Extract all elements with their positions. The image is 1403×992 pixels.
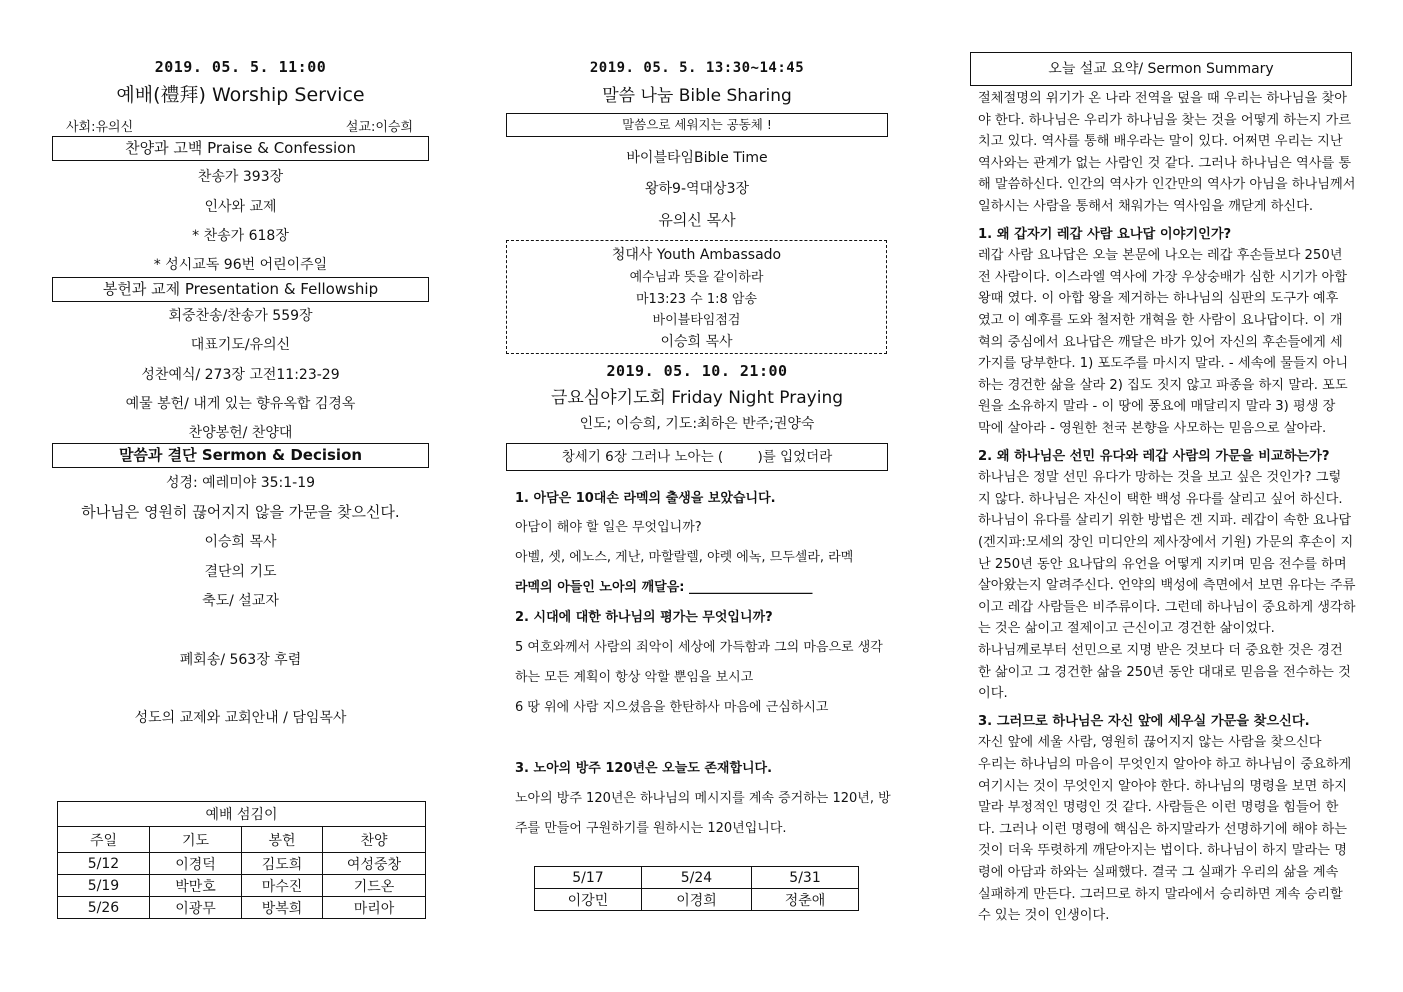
table-cell: 마수진 (242, 875, 323, 897)
summary-text-line: 것이 더욱 뚜렷하게 깨닫아지는 법이다. 하나님이 하지 말라는 명 (978, 843, 1347, 859)
summary-text-line: 자신 앞에 세울 사람, 영원히 끊어지지 않는 사람을 찾으신다 (978, 735, 1322, 751)
summary-title: 오늘 설교 요약/ Sermon Summary (1048, 61, 1274, 77)
table-cell: 정춘애 (752, 889, 859, 911)
worship-item: 이승희 목사 (204, 534, 277, 550)
question-text: 5 여호와께서 사람의 죄악이 세상에 가득함과 그의 마음으로 생각 (515, 640, 883, 655)
summary-text-line: 막에 살아라 - 영원한 천국 본향을 사모하는 믿음으로 살아라. (978, 421, 1327, 436)
summary-text-line: 원을 소유하지 말라 - 이 땅에 풍요에 매달리지 말라 3) 평생 장 (978, 399, 1336, 415)
summary-title-box (970, 52, 1352, 86)
summary-heading: 2. 왜 하나님은 선민 유다와 레갑 사람의 가문을 비교하는가? (978, 448, 1330, 464)
table-cell: 5/12 (58, 853, 150, 875)
column-header: 찬양 (322, 827, 425, 853)
summary-text-line: 혁의 중심에서 요나답은 깨달은 바가 있어 자신의 후손들에게 세 (978, 334, 1343, 350)
section-praise-confession (52, 136, 429, 161)
question-heading: 3. 노아의 방주 120년은 오늘도 존재합니다. (515, 761, 773, 776)
youth-title: 청대사 Youth Ambassado (611, 247, 782, 263)
table-cell: 5/19 (58, 875, 150, 897)
summary-text-line: 일하시는 사람을 통해서 채워가는 역사임을 깨닫게 하신다. (978, 199, 1314, 214)
summary-text-line: 하나님께로부터 선민으로 지명 받은 것보다 더 중요한 것은 경건 (978, 643, 1343, 658)
summary-text-line: 가지를 당부한다. 1) 포도주를 마시지 말라. - 세속에 물들지 아니 (978, 356, 1349, 372)
summary-text-line: 하는 경건한 삶을 살라 2) 집도 짓지 않고 파종을 하지 말라. 포도 (978, 377, 1348, 393)
friday-title: 금요심야기도회 Friday Night Praying (550, 388, 844, 408)
column-header: 기도 (150, 827, 242, 853)
worship-preacher: 설교:이승희 (345, 120, 413, 135)
youth-line: 바이블타임점검 (652, 313, 741, 328)
summary-text-line: 치고 있다. 역사를 통해 배우라는 말이 있다. 어쩌면 우리는 지난 (978, 134, 1343, 150)
question-heading: 1. 아담은 10대손 라멕의 출생을 보았습니다. (515, 491, 776, 506)
worship-item: 회중찬송/찬송가 559장 (168, 308, 313, 324)
summary-text-line: 전 사람이다. 이스라엘 역사에 가장 우상숭배가 심한 시기가 아합 (978, 269, 1347, 285)
section-praise-label: 찬양과 고백 Praise & Confession (125, 139, 356, 157)
question-text: 아담이 해야 할 일은 무엇입니까? (515, 520, 702, 535)
genesis-question: 창세기 6장 그러나 노아는 ( )를 입었더라 (561, 449, 833, 465)
summary-text-line: 지 않다. 하나님은 자신이 택한 백성 유다를 살리고 싶어 하신다. (978, 491, 1343, 507)
youth-line: 마13:23 수 1:8 암송 (635, 292, 757, 307)
announcements: 성도의 교제와 교회안내 / 담임목사 (134, 710, 347, 726)
summary-text-line: 하나님은 정말 선민 유다가 망하는 것을 보고 싶은 것인가? 그렇 (978, 470, 1342, 486)
motto-box (506, 113, 888, 137)
sharing-date: 2019. 05. 5. 13:30~14:45 (589, 60, 805, 76)
table-cell: 방복희 (242, 897, 323, 919)
sermon-title: 하나님은 영원히 끊어지지 않을 가문을 찾으신다. (81, 503, 400, 521)
worship-item: 결단의 기도 (204, 564, 277, 580)
summary-text-line: 여기시는 것이 무엇인지 알아야 한다. 하나님의 명령을 보면 하지 (978, 778, 1347, 794)
worship-item: 성찬예식/ 273장 고전11:23-29 (141, 367, 340, 383)
question-text: 아벨, 셋, 에노스, 게난, 마할랄렐, 야렛 에녹, 므두셀라, 라멕 (515, 550, 854, 565)
summary-text-line: 우리는 하나님의 마음이 무엇인지 알아야 하고 하나님이 중요하게 (978, 757, 1352, 772)
summary-text-line: 였고 이 예후를 도와 철저한 개혁을 한 사람이 요나답이다. 이 개 (978, 313, 1343, 328)
table-cell: 이광무 (150, 897, 242, 919)
question-heading: 2. 시대에 대한 하나님의 평가는 무엇입니까? (515, 610, 773, 625)
question-text: 라멕의 아들인 노아의 깨달음: ___________________ (515, 580, 813, 595)
section-sermon-decision (52, 443, 429, 468)
motto-text: 말씀으로 세워지는 공동체 ! (622, 117, 772, 132)
summary-text-line: 한 삶이고 그 경건한 삶을 250년 동안 대대로 믿음을 전수하는 것 (978, 664, 1351, 680)
summary-text-line: 야 한다. 하나님은 우리가 하나님을 찾는 것을 어떻게 하는지 가르 (978, 112, 1352, 128)
summary-text-line: 난 250년 동안 요나답의 유언을 어떻게 지키며 믿음 전수를 하며 (978, 556, 1347, 572)
summary-text-line: 실패하게 만든다. 그러므로 하지 말라에서 승리하면 계속 승리할 (978, 886, 1343, 902)
worship-item: * 찬송가 618장 (192, 228, 289, 244)
summary-text-line: 해 말씀하신다. 인간의 역사가 인간만의 역사가 아님을 하나님께서 (978, 177, 1356, 193)
section-sermon-label: 말씀과 결단 Sermon & Decision (118, 446, 363, 464)
table-cell: 박만호 (150, 875, 242, 897)
sharing-item: 왕하9-역대상3장 (644, 181, 749, 197)
worship-item: 인사와 교제 (204, 199, 277, 215)
summary-text-line: 왕때 였다. 이 아합 왕을 제거하는 하나님의 심판의 도구가 예후 (978, 291, 1339, 307)
closing-hymn: 폐회송/ 563장 후렴 (179, 652, 302, 668)
table-cell: 김도희 (242, 853, 323, 875)
youth-line: 예수님과 뜻을 같이하라 (629, 270, 764, 285)
summary-text-line: 살아왔는지 알려주신다. 언약의 백성에 측면에서 보면 유다는 주류 (978, 578, 1356, 594)
scripture-reference: 성경: 예레미야 35:1-19 (165, 475, 316, 491)
summary-text-line: (겐지파:모세의 장인 미디안의 제사장에서 기원) 가문의 후손이 지 (978, 535, 1354, 550)
table-header-row (58, 827, 426, 853)
friday-date: 2019. 05. 10. 21:00 (606, 362, 788, 380)
summary-text-line: 절체절명의 위기가 온 나라 전역을 덮을 때 우리는 하나님을 찾아 (978, 91, 1347, 106)
genesis-question-box (506, 443, 888, 471)
column-header: 주일 (58, 827, 150, 853)
table-cell: 여성중창 (322, 853, 425, 875)
question-text: 6 땅 위에 사람 지으셨음을 한탄하사 마음에 근심하시고 (515, 700, 829, 715)
worship-item: 축도/ 설교자 (202, 593, 279, 609)
summary-heading: 3. 그러므로 하나님은 자신 앞에 세우실 가문을 찾으신다. (978, 713, 1310, 729)
summary-text-line: 역사와는 관계가 없는 사람인 것 같다. 그러나 하나님은 역사를 통 (978, 155, 1352, 171)
sharing-item: 유의신 목사 (658, 211, 736, 229)
table-row (535, 867, 859, 889)
table-row (535, 889, 859, 911)
summary-text-line: 레갑 사람 요나답은 오늘 본문에 나오는 레갑 후손들보다 250년 (978, 248, 1343, 264)
table-row (58, 897, 426, 919)
column-header: 봉헌 (242, 827, 323, 853)
question-text: 노아의 방주 120년은 하나님의 메시지를 계속 증거하는 120년, 방 (515, 791, 891, 806)
summary-text-line: 이고 레갑 사람들은 비주류이다. 그런데 하나님이 중요하게 생각하 (978, 599, 1356, 615)
youth-ambassador-box (506, 240, 887, 354)
table-cell: 5/31 (752, 867, 859, 889)
question-text: 주를 만들어 구원하기를 원하시는 120년입니다. (515, 821, 787, 836)
table-cell: 이경희 (641, 889, 751, 911)
section-presentation-label: 봉헌과 교제 Presentation & Fellowship (102, 280, 379, 298)
table-cell: 5/17 (535, 867, 642, 889)
schedule-table (534, 866, 859, 911)
summary-text-line: 말라 부정적인 명령인 것 같다. 사람들은 이런 명령을 힘들어 한 (978, 800, 1339, 816)
worship-item: 대표기도/유의신 (190, 337, 291, 353)
friday-leaders: 인도; 이승희, 기도:최하은 반주;권양숙 (579, 416, 815, 432)
worship-item: * 성시교독 96번 어린이주일 (153, 257, 328, 273)
worship-date: 2019. 05. 5. 11:00 (154, 58, 327, 76)
worship-item: 예물 봉헌/ 내게 있는 향유옥합 김경옥 (125, 396, 356, 412)
table-row (58, 875, 426, 897)
sharing-item: 바이블타임Bible Time (626, 150, 768, 166)
table-row (58, 853, 426, 875)
worship-title: 예배(禮拜) Worship Service (116, 84, 365, 106)
table-cell: 5/26 (58, 897, 150, 919)
section-presentation-fellowship (52, 277, 429, 302)
question-text: 하는 모든 계획이 항상 악할 뿐임을 보시고 (515, 670, 754, 685)
servers-table (57, 801, 426, 919)
table-cell: 마리아 (322, 897, 425, 919)
table-cell: 기드온 (322, 875, 425, 897)
worship-item: 찬양봉헌/ 찬양대 (188, 425, 293, 441)
summary-text-line: 하나님이 유다를 살리기 위한 방법은 겐 지파. 레갑이 속한 요나답 (978, 513, 1352, 529)
table-cell: 5/24 (641, 867, 751, 889)
summary-text-line: 이다. (978, 686, 1008, 702)
summary-text-line: 다. 그러나 이런 명령에 핵심은 하지말라가 선명하기에 해야 하는 (978, 821, 1347, 837)
summary-text-line: 수 있는 것이 인생이다. (978, 908, 1110, 924)
servers-table-title: 예배 섬김이 (58, 802, 426, 827)
sharing-title: 말씀 나눔 Bible Sharing (602, 86, 792, 106)
table-cell: 이경덕 (150, 853, 242, 875)
youth-line: 이승희 목사 (660, 334, 733, 350)
worship-host: 사회:유의신 (66, 120, 134, 135)
summary-text-line: 령에 아담과 하와는 실패했다. 결국 그 실패가 우리의 삶을 계속 (978, 865, 1339, 880)
table-cell: 이강민 (535, 889, 642, 911)
summary-heading: 1. 왜 갑자기 레갑 사람 요나답 이야기인가? (978, 226, 1232, 242)
worship-item: 찬송가 393장 (197, 169, 284, 185)
summary-text-line: 는 것은 삶이고 절제이고 근신이고 경건한 삶이었다. (978, 621, 1275, 637)
